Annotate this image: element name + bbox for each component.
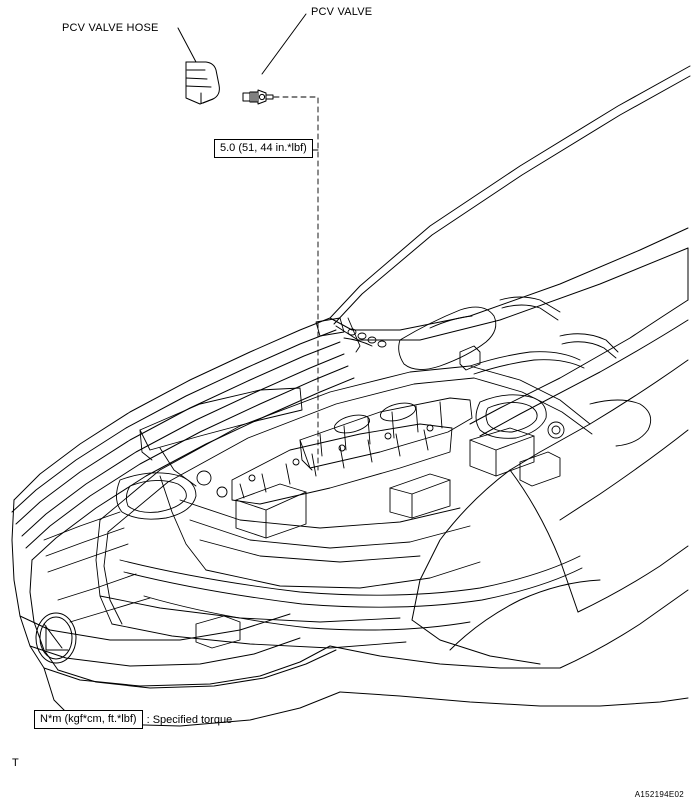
engine-bay-structure <box>44 297 651 648</box>
legend <box>34 710 232 729</box>
callout-label-pcv-valve-hose: PCV VALVE HOSE <box>62 22 159 34</box>
part-pcv-valve-hose <box>186 62 219 104</box>
leader-line-pcv-valve-hose <box>178 28 196 62</box>
figure-id: A152194E02 <box>634 790 684 799</box>
torque-spec-box: 5.0 (51, 44 in.*lbf) <box>214 139 313 158</box>
callout-label-pcv-valve: PCV VALVE <box>311 6 373 18</box>
part-pcv-valve <box>243 90 273 104</box>
page-mark: T <box>12 757 19 769</box>
vehicle-body-outline <box>12 66 690 726</box>
legend-description: : Specified torque <box>146 713 233 726</box>
leader-line-pcv-valve <box>262 14 306 74</box>
legend-unit-box: N*m (kgf*cm, ft.*lbf) <box>34 710 143 729</box>
lexus-emblem <box>36 613 76 663</box>
